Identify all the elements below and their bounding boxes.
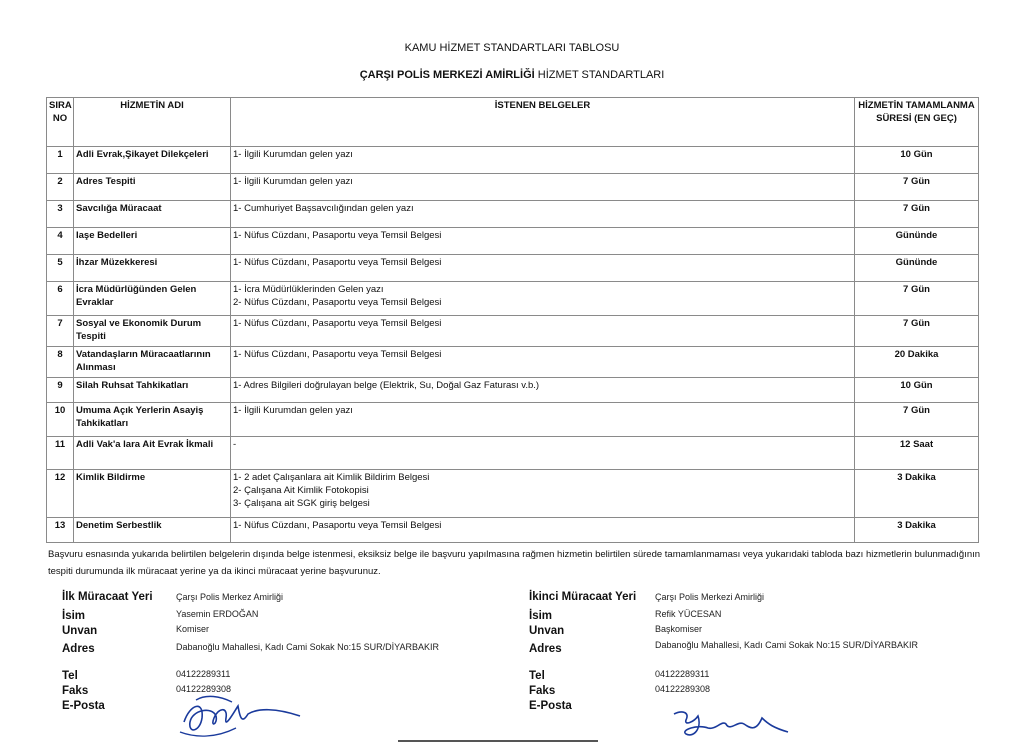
table-row bbox=[47, 228, 979, 255]
service-name: Adli Evrak,Şikayet Dilekçeleri bbox=[74, 147, 231, 174]
row-number: 12 bbox=[47, 470, 74, 518]
row-number: 8 bbox=[47, 347, 74, 378]
required-documents bbox=[231, 347, 855, 378]
row-number: 5 bbox=[47, 255, 74, 282]
subtitle-rest: HİZMET STANDARTLARI bbox=[537, 69, 665, 81]
first-address: Dabanoğlu Mahallesi, Kadı Cami Sokak No:15 SUR/DİYARBAKIR bbox=[176, 642, 439, 652]
table-row bbox=[47, 174, 979, 201]
required-documents bbox=[231, 201, 855, 228]
document-item: 1- Nüfus Cüzdanı, Pasaportu veya Temsil Belgesi bbox=[233, 318, 442, 329]
completion-time: 12 Saat bbox=[855, 437, 979, 470]
first-fax-label: Faks bbox=[62, 685, 89, 697]
completion-time: 7 Gün bbox=[855, 174, 979, 201]
service-name: İcra Müdürlüğünden Gelen Evraklar bbox=[74, 282, 231, 316]
service-name: Adres Tespiti bbox=[74, 174, 231, 201]
document-item: 1- İcra Müdürlüklerinden Gelen yazı bbox=[233, 284, 384, 295]
document-item: 1- İlgili Kurumdan gelen yazı bbox=[233, 176, 353, 187]
first-address-label: Adres bbox=[62, 643, 95, 655]
header-required-docs: İSTENEN BELGELER bbox=[231, 98, 855, 147]
document-title: KAMU HİZMET STANDARTLARI TABLOSU bbox=[404, 42, 620, 54]
completion-time: Gününde bbox=[855, 255, 979, 282]
service-name: Silah Ruhsat Tahkikatları bbox=[74, 378, 231, 403]
required-documents bbox=[231, 174, 855, 201]
required-documents bbox=[231, 378, 855, 403]
required-documents bbox=[231, 403, 855, 437]
second-tel-label: Tel bbox=[529, 670, 545, 682]
service-standards-table bbox=[46, 97, 979, 543]
service-name: Sosyal ve Ekonomik Durum Tespiti bbox=[74, 316, 231, 347]
first-name-label: İsim bbox=[62, 610, 86, 622]
document-item: 1- Nüfus Cüzdanı, Pasaportu veya Temsil Belgesi bbox=[233, 349, 442, 360]
second-signature bbox=[664, 702, 804, 742]
bottom-rule bbox=[398, 740, 598, 742]
document-item: 1- Adres Bilgileri doğrulayan belge (Elektrik, Su, Doğal Gaz Faturası v.b.) bbox=[233, 380, 540, 391]
row-number: 6 bbox=[47, 282, 74, 316]
header-completion-time: HİZMETİN TAMAMLANMA SÜRESİ (EN GEÇ) bbox=[855, 98, 979, 147]
document-item: 1- İlgili Kurumdan gelen yazı bbox=[233, 405, 353, 416]
row-number: 1 bbox=[47, 147, 74, 174]
row-number: 13 bbox=[47, 518, 74, 543]
document-subtitle bbox=[0, 69, 1024, 81]
first-contact-place: Çarşı Polis Merkez Amirliği bbox=[176, 592, 284, 602]
first-fax: 04122289308 bbox=[176, 684, 232, 694]
document-item: 1- Nüfus Cüzdanı, Pasaportu veya Temsil Belgesi bbox=[233, 520, 442, 531]
table-row bbox=[47, 255, 979, 282]
row-number: 2 bbox=[47, 174, 74, 201]
document-item: 2- Nüfus Cüzdanı, Pasaportu veya Temsil Belgesi bbox=[233, 297, 442, 308]
service-name: Denetim Serbestlik bbox=[74, 518, 231, 543]
table-row bbox=[47, 347, 979, 378]
required-documents bbox=[231, 518, 855, 543]
first-tel-label: Tel bbox=[62, 670, 78, 682]
completion-time: 7 Gün bbox=[855, 282, 979, 316]
document-item: 2- Çalışana Ait Kimlik Fotokopisi bbox=[233, 485, 369, 496]
first-contact-label: İlk Müracaat Yeri bbox=[62, 591, 153, 603]
table-row bbox=[47, 403, 979, 437]
first-email-label: E-Posta bbox=[62, 700, 105, 712]
second-title-label: Unvan bbox=[529, 625, 565, 637]
completion-time: 7 Gün bbox=[855, 403, 979, 437]
first-title: Komiser bbox=[176, 624, 210, 634]
completion-time: 3 Dakika bbox=[855, 518, 979, 543]
document-item: 1- İlgili Kurumdan gelen yazı bbox=[233, 149, 353, 160]
second-tel: 04122289311 bbox=[655, 669, 710, 679]
completion-time: 7 Gün bbox=[855, 316, 979, 347]
table-body bbox=[47, 147, 979, 543]
row-number: 9 bbox=[47, 378, 74, 403]
subtitle-unit: ÇARŞI POLİS MERKEZİ AMİRLİĞİ bbox=[359, 69, 535, 81]
service-name: Savcılığa Müracaat bbox=[74, 201, 231, 228]
table-row bbox=[47, 316, 979, 347]
first-tel: 04122289311 bbox=[176, 669, 231, 679]
required-documents bbox=[231, 316, 855, 347]
document-item: 1- 2 adet Çalışanlara ait Kimlik Bildirim Belgesi bbox=[233, 472, 430, 483]
row-number: 7 bbox=[47, 316, 74, 347]
completion-time: 10 Gün bbox=[855, 147, 979, 174]
required-documents bbox=[231, 470, 855, 518]
second-fax: 04122289308 bbox=[655, 684, 711, 694]
service-name: Umuma Açık Yerlerin Asayiş Tahkikatları bbox=[74, 403, 231, 437]
completion-time: 10 Gün bbox=[855, 378, 979, 403]
document-item: 1- Cumhuriyet Başsavcılığından gelen yazı bbox=[233, 203, 414, 214]
required-documents bbox=[231, 255, 855, 282]
first-title-label: Unvan bbox=[62, 625, 98, 637]
required-documents bbox=[231, 228, 855, 255]
completion-time: 20 Dakika bbox=[855, 347, 979, 378]
document-item: 1- Nüfus Cüzdanı, Pasaportu veya Temsil Belgesi bbox=[233, 230, 442, 241]
second-title: Başkomiser bbox=[655, 624, 703, 634]
second-address-label: Adres bbox=[529, 643, 562, 655]
service-name: Iaşe Bedelleri bbox=[74, 228, 231, 255]
table-row bbox=[47, 518, 979, 543]
second-name: Refik YÜCESAN bbox=[655, 609, 722, 619]
table-row bbox=[47, 378, 979, 403]
document-item: - bbox=[233, 439, 237, 450]
document-item: 1- Nüfus Cüzdanı, Pasaportu veya Temsil Belgesi bbox=[233, 257, 442, 268]
completion-time: 7 Gün bbox=[855, 201, 979, 228]
service-name: İhzar Müzekkeresi bbox=[74, 255, 231, 282]
table-header-row bbox=[47, 98, 979, 147]
application-note: Başvuru esnasında yukarıda belirtilen belgelerin dışında belge istenmesi, eksiksiz belge ile başvuru yapılmasına rağmen hizmetin belirtilen sürede tamamlanmaması veya yukarıdaki tabloda bazı hizmetlerin bulunmadığının tespiti durumunda ilk müracaat yerine ya da ikinci müracaat yerine başvurunuz. bbox=[48, 549, 981, 577]
service-name: Vatandaşların Müracaatlarının Alınması bbox=[74, 347, 231, 378]
table-row bbox=[47, 201, 979, 228]
required-documents bbox=[231, 282, 855, 316]
second-address: Dabanoğlu Mahallesi, Kadı Cami Sokak No:15 SUR/DİYARBAKIR bbox=[655, 640, 918, 650]
first-signature bbox=[176, 688, 316, 740]
row-number: 10 bbox=[47, 403, 74, 437]
document-item: 3- Çalışana ait SGK giriş belgesi bbox=[233, 498, 370, 509]
row-number: 4 bbox=[47, 228, 74, 255]
completion-time: Gününde bbox=[855, 228, 979, 255]
header-service-name: HİZMETİN ADI bbox=[74, 98, 231, 147]
second-contact-label: İkinci Müracaat Yeri bbox=[529, 591, 637, 603]
table-row bbox=[47, 470, 979, 518]
second-name-label: İsim bbox=[529, 610, 553, 622]
service-name: Kimlik Bildirme bbox=[74, 470, 231, 518]
table-row bbox=[47, 437, 979, 470]
table-row bbox=[47, 147, 979, 174]
second-email-label: E-Posta bbox=[529, 700, 572, 712]
table-row bbox=[47, 282, 979, 316]
first-name: Yasemin ERDOĞAN bbox=[176, 609, 259, 619]
completion-time: 3 Dakika bbox=[855, 470, 979, 518]
header-no: SIRA NO bbox=[47, 98, 74, 147]
service-name: Adli Vak'a lara Ait Evrak İkmali bbox=[74, 437, 231, 470]
second-fax-label: Faks bbox=[529, 685, 556, 697]
row-number: 3 bbox=[47, 201, 74, 228]
required-documents bbox=[231, 437, 855, 470]
row-number: 11 bbox=[47, 437, 74, 470]
required-documents bbox=[231, 147, 855, 174]
second-contact-place: Çarşı Polis Merkezi Amirliği bbox=[655, 592, 765, 602]
